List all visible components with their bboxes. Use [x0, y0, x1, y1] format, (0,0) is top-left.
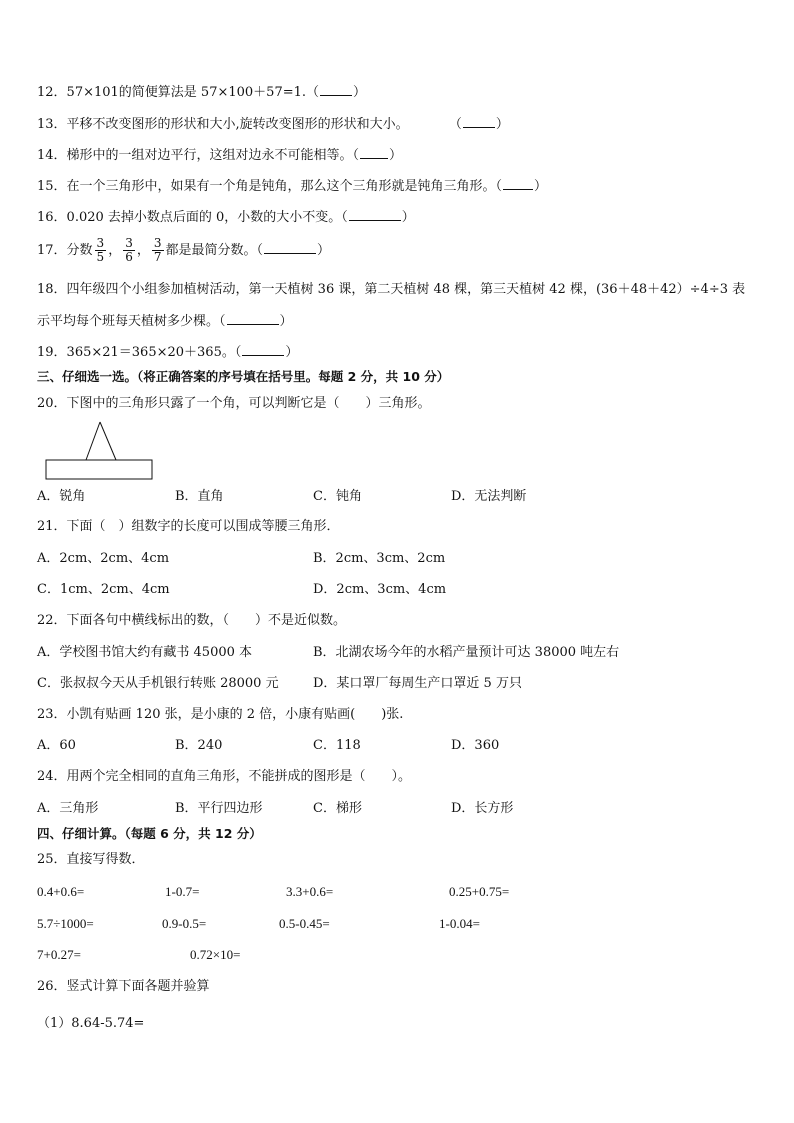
triangle-figure [44, 420, 156, 482]
q24-option-c[interactable]: C．梯形 [313, 801, 362, 816]
question-26-stem: 26．竖式计算下面各题并验算 [37, 979, 210, 994]
question-17-suffix: 都是最简分数。（ [165, 243, 264, 258]
fraction-denominator: 7 [153, 250, 162, 264]
question-18-line2 [37, 312, 293, 331]
question-12-text: 12．57×101的简便算法是 57×100＋57=1.（ [37, 85, 320, 100]
fraction-denominator: 5 [96, 250, 105, 264]
calc-item: 0.25+0.75= [449, 884, 510, 899]
separator: ， [136, 243, 150, 258]
question-25-stem: 25．直接写得数． [37, 852, 145, 867]
q21-option-d[interactable]: D．2cm、3cm、4cm [313, 582, 447, 597]
q23-option-b[interactable]: B．240 [175, 738, 223, 753]
calc-item: 0.4+0.6= [37, 884, 85, 899]
question-18-text: 示平均每个班每天植树多少棵。（ [37, 314, 226, 329]
answer-blank-14[interactable] [360, 146, 388, 159]
q20-option-c[interactable]: C．钝角 [313, 489, 362, 504]
q21-option-b[interactable]: B．2cm、3cm、2cm [313, 551, 446, 566]
close-paren: ） [279, 314, 293, 329]
fraction-numerator: 3 [96, 236, 105, 250]
q24-option-d[interactable]: D．长方形 [451, 801, 514, 816]
answer-blank-13[interactable] [463, 115, 495, 128]
fraction-numerator: 3 [153, 236, 162, 250]
q20-option-a[interactable]: A．锐角 [37, 489, 86, 504]
calc-item: 5.7÷1000= [37, 916, 94, 931]
question-16-text: 16．0.020 去掉小数点后面的 0，小数的大小不变。（ [37, 210, 348, 225]
answer-blank-16[interactable] [349, 208, 401, 221]
section-3-heading: 三、仔细选一选。（将正确答案的序号填在括号里。每题 2 分，共 10 分） [37, 369, 450, 384]
question-15-text: 15．在一个三角形中，如果有一个角是钝角，那么这个三角形就是钝角三角形。（ [37, 179, 503, 194]
answer-blank-17[interactable] [264, 241, 316, 254]
answer-blank-15[interactable] [503, 177, 533, 190]
question-21-stem: 21．下面（ ）组数字的长度可以围成等腰三角形． [37, 519, 340, 534]
covering-rectangle [46, 460, 152, 479]
question-24-stem: 24．用两个完全相同的直角三角形，不能拼成的图形是（ ）。 [37, 769, 412, 784]
q22-option-a[interactable]: A．学校图书馆大约有藏书 45000 本 [37, 645, 253, 660]
question-20-stem: 20．下图中的三角形只露了一个角，可以判断它是（ ）三角形。 [37, 396, 431, 411]
question-17-prefix: 17．分数 [37, 243, 93, 258]
q21-option-a[interactable]: A．2cm、2cm、4cm [37, 551, 170, 566]
fraction-1 [95, 237, 107, 264]
question-16 [37, 208, 415, 227]
question-19 [37, 343, 298, 362]
question-26-item-1: （1）8.64-5.74= [37, 1016, 145, 1031]
separator: ， [108, 243, 122, 258]
q22-option-b[interactable]: B．北湖农场今年的水稻产量预计可达 38000 吨左右 [313, 645, 620, 660]
q24-option-a[interactable]: A．三角形 [37, 801, 99, 816]
close-paren: ） [285, 345, 299, 360]
question-14-text: 14．梯形中的一组对边平行，这组对边永不可能相等。（ [37, 148, 360, 163]
close-paren: ） [495, 117, 509, 132]
q24-option-b[interactable]: B．平行四边形 [175, 801, 263, 816]
calc-item: 1-0.7= [165, 884, 200, 899]
open-paren: （ [448, 117, 462, 132]
close-paren: ） [389, 148, 403, 163]
close-paren: ） [317, 243, 331, 258]
q20-option-b[interactable]: B．直角 [175, 489, 224, 504]
q21-option-c[interactable]: C．1cm、2cm、4cm [37, 582, 170, 597]
q22-option-d[interactable]: D．某口罩厂每周生产口罩近 5 万只 [313, 676, 522, 691]
q22-option-c[interactable]: C．张叔叔今天从手机银行转账 28000 元 [37, 676, 279, 691]
calc-item: 1-0.04= [439, 916, 480, 931]
calc-item: 0.5-0.45= [279, 916, 330, 931]
question-13-text: 13．平移不改变图形的形状和大小,旋转改变图形的形状和大小。 [37, 117, 409, 132]
triangle-right-side [100, 422, 116, 460]
answer-blank-12[interactable] [320, 83, 352, 96]
close-paren: ） [401, 210, 415, 225]
q23-option-a[interactable]: A．60 [37, 738, 76, 753]
calc-item: 0.72×10= [190, 947, 241, 962]
fraction-2 [123, 237, 135, 264]
q20-option-d[interactable]: D．无法判断 [451, 489, 527, 504]
question-19-text: 19．365×21＝365×20＋365。（ [37, 345, 242, 360]
calc-item: 7+0.27= [37, 947, 81, 962]
question-18-line1: 18．四年级四个小组参加植树活动，第一天植树 36 课，第二天植树 48 棵，第三天植树 42 棵，(36＋48＋42）÷4÷3 表 [37, 282, 746, 297]
question-12 [37, 83, 366, 102]
calc-item: 0.9-0.5= [162, 916, 207, 931]
fraction-3 [152, 237, 164, 264]
question-14 [37, 146, 402, 165]
close-paren: ） [534, 179, 548, 194]
question-13 [37, 115, 509, 134]
answer-blank-18[interactable] [227, 312, 279, 325]
triangle-left-side [86, 422, 100, 460]
question-22-stem: 22．下面各句中横线标出的数，（ ）不是近似数。 [37, 613, 347, 628]
answer-blank-19[interactable] [242, 343, 284, 356]
q23-option-d[interactable]: D．360 [451, 738, 500, 753]
fraction-numerator: 3 [125, 236, 133, 250]
fraction-denominator: 6 [125, 250, 133, 264]
question-15 [37, 177, 547, 196]
calc-item: 3.3+0.6= [286, 884, 334, 899]
section-4-heading: 四、仔细计算。（每题 6 分，共 12 分） [37, 826, 262, 841]
question-17 [37, 236, 330, 266]
question-23-stem: 23．小凯有贴画 120 张，是小康的 2 倍，小康有贴画( )张. [37, 707, 404, 722]
q23-option-c[interactable]: C．118 [313, 738, 361, 753]
close-paren: ） [353, 85, 367, 100]
